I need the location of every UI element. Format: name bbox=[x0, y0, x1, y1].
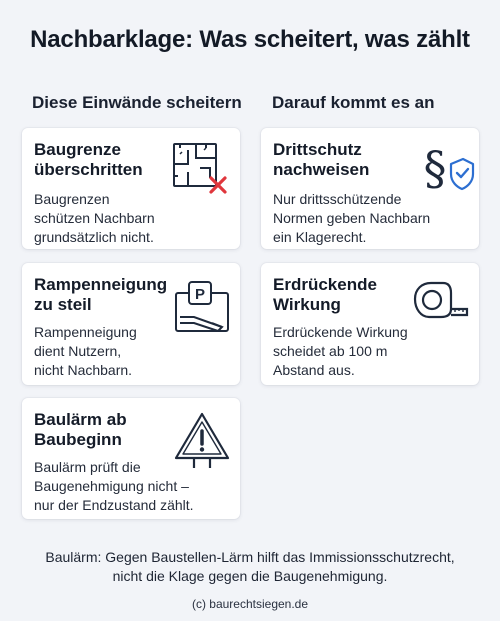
card-title-line: Baubeginn bbox=[34, 430, 122, 449]
warning-sign-icon bbox=[172, 410, 232, 472]
card-text-line: Abstand aus. bbox=[273, 362, 355, 378]
card-text-line: dient Nutzern, bbox=[34, 343, 122, 359]
card-text-line: nicht Nachbarn. bbox=[34, 362, 133, 378]
card-title bbox=[34, 275, 168, 315]
card-title-line: zu steil bbox=[34, 295, 92, 314]
card-title-line: Wirkung bbox=[273, 295, 341, 314]
page-title: Nachbarklage: Was scheitert, was zählt bbox=[30, 26, 470, 53]
card-text-line: grundsätzlich nicht. bbox=[34, 229, 154, 245]
card-title-line: Drittschutz bbox=[273, 140, 362, 159]
card-title bbox=[273, 275, 403, 315]
card-text bbox=[34, 190, 155, 247]
card-text-line: Baugrenzen bbox=[34, 191, 110, 207]
card-rampenneigung bbox=[22, 263, 240, 385]
footer-note bbox=[0, 548, 500, 586]
card-title-line: überschritten bbox=[34, 160, 143, 179]
card-text-line: Baugenehmigung nicht – bbox=[34, 478, 189, 494]
measuring-tape-icon bbox=[409, 279, 471, 325]
card-drittschutz bbox=[261, 128, 479, 249]
credit-text: (c) baurechtsiegen.de bbox=[191, 597, 309, 611]
parking-ramp-icon bbox=[172, 279, 234, 337]
card-baugrenze bbox=[22, 128, 240, 249]
right-column-heading: Darauf kommt es an bbox=[272, 93, 435, 112]
card-erdrueckende-wirkung bbox=[261, 263, 479, 385]
card-baulaerm bbox=[22, 398, 240, 519]
card-title-line: Rampenneigung bbox=[34, 275, 168, 294]
card-text bbox=[273, 323, 408, 380]
card-text-line: schützen Nachbarn bbox=[34, 210, 155, 226]
card-text-line: Nur drittsschützende bbox=[273, 191, 402, 207]
footer-note-line: nicht die Klage gegen die Baugenehmigung. bbox=[112, 568, 388, 584]
paragraph-shield-icon bbox=[417, 140, 475, 198]
card-title bbox=[273, 140, 403, 180]
card-title-line: Baugrenze bbox=[34, 140, 121, 159]
card-text-line: Normen geben Nachbarn bbox=[273, 210, 431, 226]
card-title bbox=[34, 140, 164, 180]
card-text-line: Baulärm prüft die bbox=[34, 459, 141, 475]
card-text-line: Rampenneigung bbox=[34, 324, 137, 340]
svg-text:§: § bbox=[423, 141, 447, 195]
card-text-line: nur der Endzustand zählt. bbox=[34, 497, 194, 513]
card-text-line: Erdrückende Wirkung bbox=[273, 324, 408, 340]
footer-note-line: Baulärm: Gegen Baustellen-Lärm hilft das Immissionsschutzrecht, bbox=[45, 549, 455, 565]
parking-letter: P bbox=[194, 286, 206, 303]
card-title-line: nachweisen bbox=[273, 160, 370, 179]
card-text-line: ein Klagerecht. bbox=[273, 229, 367, 245]
card-text bbox=[273, 190, 430, 247]
card-title bbox=[34, 410, 164, 450]
card-text bbox=[34, 458, 194, 515]
card-title-line: Baulärm ab bbox=[34, 410, 127, 429]
card-title-line: Erdrückende bbox=[273, 275, 377, 294]
floorplan-cross-icon bbox=[170, 140, 232, 198]
left-column-heading: Diese Einwände scheitern bbox=[32, 93, 242, 112]
card-text bbox=[34, 323, 137, 380]
card-text-line: scheidet ab 100 m bbox=[273, 343, 388, 359]
